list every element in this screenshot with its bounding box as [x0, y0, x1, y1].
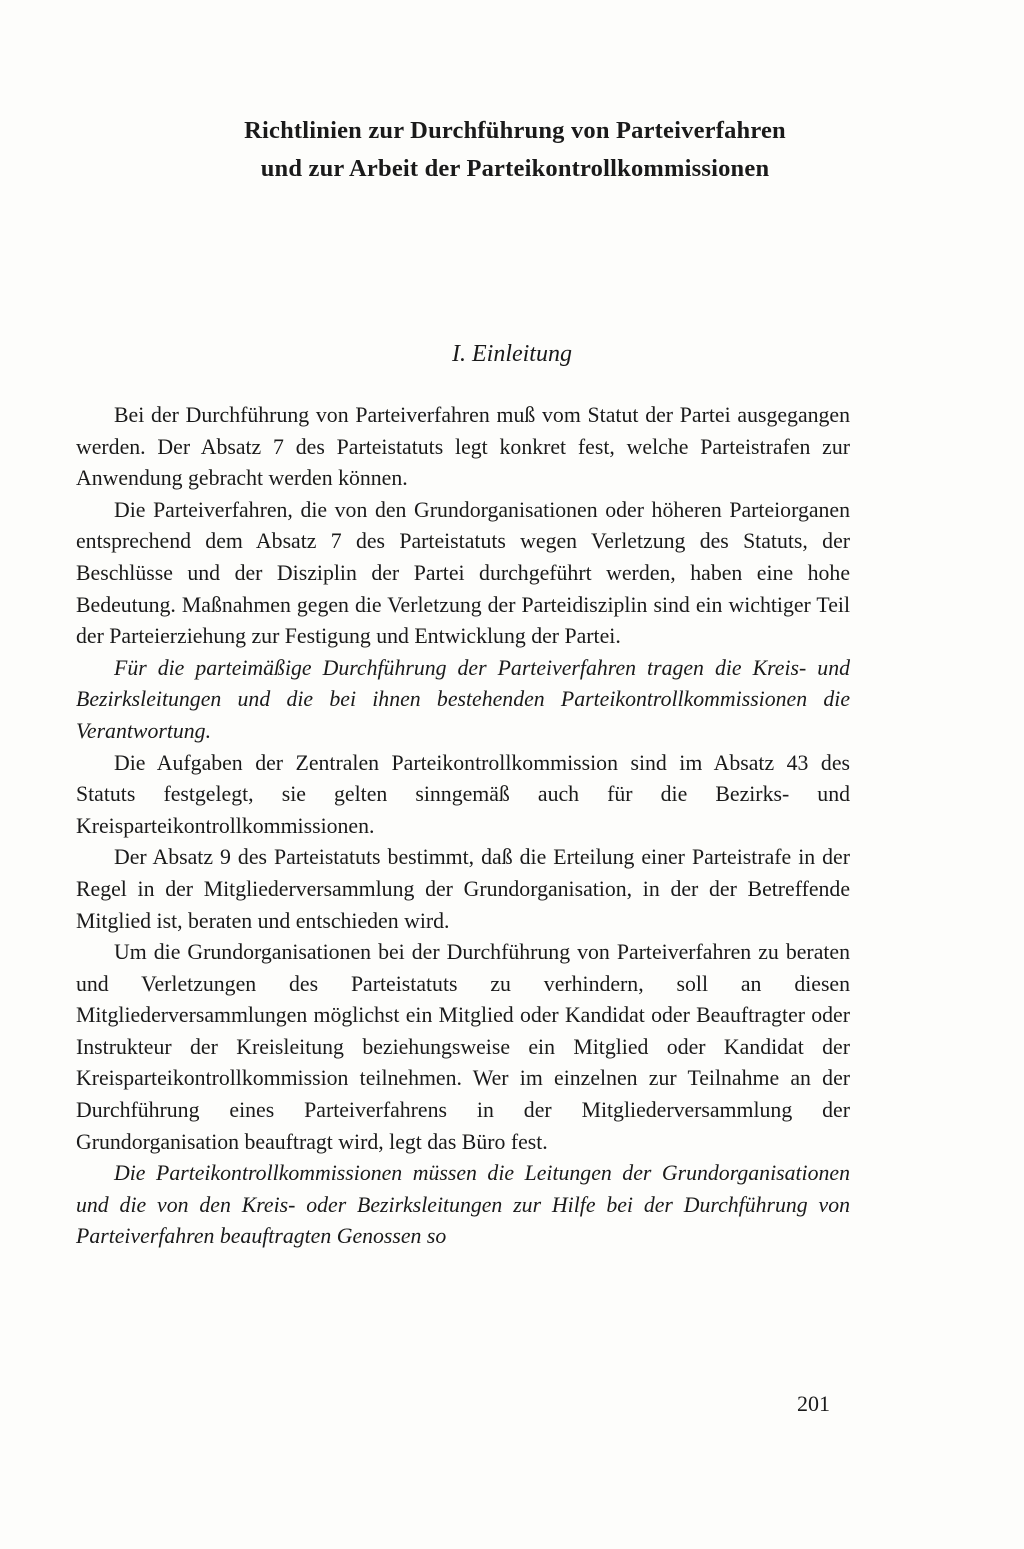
paragraph: Bei der Durchführung von Parteiverfahren muß vom Statut der Partei ausgegangen werden. Der Absatz 7 des Parteistatuts legt konkret fest, welche Parteistrafen zur Anwendung gebracht werden können.: [76, 403, 850, 491]
title-line-2: und zur Arbeit der Parteikontrollkommissionen: [260, 155, 770, 182]
body-text: [76, 400, 850, 1253]
paragraph: Um die Grundorganisationen bei der Durchführung von Parteiverfahren zu beraten und Verletzungen des Parteistatuts zu verhindern, soll an diesen Mitgliederversammlungen möglichst ein Mitglied oder Kandidat oder Beauftragter oder Instrukteur der Kreisleitung beziehungsweise ein Mitglied oder Kandidat der Kreisparteikontrollkommission teilnehmen. Wer im einzelnen zur Teilnahme an der Durchführung eines Parteiverfahrens in der Mitgliederversammlung der Grundorganisation beauftragt wird, legt das Büro fest.: [76, 940, 850, 1154]
paragraph: Die Aufgaben der Zentralen Parteikontrollkommission sind im Absatz 43 des Statuts festgelegt, sie gelten sinngemäß auch für die Bezirks- und Kreisparteikontrollkommissionen.: [76, 750, 850, 838]
document-title: [120, 112, 910, 188]
page-number: 201: [797, 1391, 830, 1416]
paragraph: Die Parteiverfahren, die von den Grundorganisationen oder höheren Parteiorganen entsprechend dem Absatz 7 des Parteistatuts wegen Verletzung des Statuts, der Beschlüsse und der Disziplin der Partei durchgeführt werden, haben eine hohe Bedeutung. Maßnahmen gegen die Verletzung der Parteidisziplin sind ein wichtiger Teil der Parteierziehung zur Festigung und Entwicklung der Partei.: [76, 497, 850, 649]
section-heading: I. Einleitung: [452, 341, 572, 367]
paragraph-italic: Für die parteimäßige Durchführung der Parteiverfahren tragen die Kreis- und Bezirksleitungen und die bei ihnen bestehenden Parteikontrollkommissionen die Verantwortung.: [76, 655, 850, 743]
title-line-1: Richtlinien zur Durchführung von Parteiverfahren: [244, 117, 786, 144]
paragraph: Der Absatz 9 des Parteistatuts bestimmt, daß die Erteilung einer Parteistrafe in der Regel in der Mitgliederversammlung der Grundorganisation, in der der Betreffende Mitglied ist, beraten und entschieden wird.: [76, 845, 850, 933]
paragraph-italic: Die Parteikontrollkommissionen müssen die Leitungen der Grundorganisationen und die von den Kreis- oder Bezirksleitungen zur Hilfe bei der Durchführung von Parteiverfahren beauftragten Genossen so: [76, 1161, 850, 1249]
